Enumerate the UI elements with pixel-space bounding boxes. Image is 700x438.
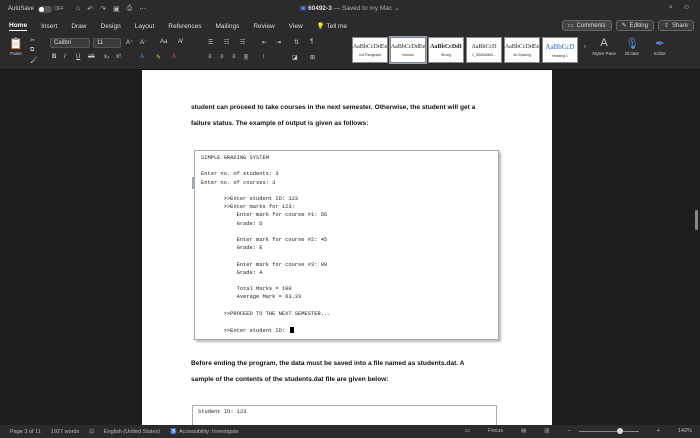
tab-home[interactable]: Home: [9, 21, 28, 29]
microphone-icon: 🎙: [625, 38, 639, 50]
style-heading-1[interactable]: [542, 37, 578, 63]
text-cursor: [290, 327, 294, 333]
code-line: Enter mark for course #3: 89: [201, 261, 328, 268]
lightbulb-icon: 💡: [316, 23, 325, 30]
zoom-thumb[interactable]: [617, 428, 623, 434]
title-bar: [0, 0, 700, 18]
superscript-icon[interactable]: x²: [116, 54, 121, 60]
save-icon[interactable]: ▣: [113, 6, 120, 13]
style-name: Normal: [402, 52, 414, 57]
text-effects-icon[interactable]: A: [140, 54, 145, 60]
editor-button[interactable]: [648, 37, 672, 56]
status-bar: [0, 425, 700, 438]
code-line: Grade: A: [201, 269, 263, 276]
zoom-out-icon[interactable]: −: [567, 428, 571, 434]
styles-pane-button[interactable]: [592, 37, 616, 56]
home-icon[interactable]: ⌂: [76, 5, 81, 12]
saved-status: — Saved to my Mac: [333, 5, 393, 12]
tab-insert[interactable]: Insert: [41, 22, 58, 30]
autosave-toggle[interactable]: [38, 6, 52, 13]
editor-pen-icon: ✒: [655, 38, 665, 50]
code-line: Enter mark for course #2: 45: [201, 237, 328, 243]
code-line: Grade: D: [201, 220, 263, 227]
share-label: Share: [671, 22, 688, 29]
align-right-icon[interactable]: ≡: [232, 54, 236, 60]
page-count[interactable]: Page 3 of 11: [10, 428, 41, 435]
code-line: Enter no. of students: 3: [201, 171, 279, 178]
share-button[interactable]: [658, 20, 694, 31]
style-name: Strong: [440, 52, 452, 57]
web-layout-icon[interactable]: ▥: [544, 428, 550, 434]
dictate-label: Dictate: [624, 51, 639, 56]
style-sample: AaBbCcDdEe: [504, 43, 540, 50]
redo-icon[interactable]: ↷: [100, 6, 107, 13]
tab-view[interactable]: View: [288, 22, 303, 30]
tell-me-label: Tell me: [326, 23, 348, 30]
focus-icon: ▭: [464, 428, 471, 434]
paste-label: Paste: [10, 51, 22, 56]
style-sample: AaBbCcD: [545, 42, 575, 51]
style-sample: AaBbCcDdEe: [390, 43, 426, 50]
code-line: >>PROCEED TO THE NEXT SEMESTER...: [201, 310, 331, 317]
font-name-select[interactable]: Calibri: [50, 38, 90, 48]
paragraph-1: [191, 100, 511, 132]
comments-button[interactable]: [562, 20, 612, 31]
code-line: Average Mark = 63.33: [201, 294, 302, 301]
borders-icon[interactable]: ⊞: [310, 55, 316, 61]
style-sample: AaBbCcDdI: [430, 43, 462, 50]
tell-me[interactable]: [317, 22, 347, 30]
code-line: SIMPLE GRADING SYSTEM: [201, 155, 269, 161]
style-custom[interactable]: [466, 37, 502, 63]
styles-gallery: [352, 37, 578, 63]
style-name: Heading 1: [552, 53, 568, 58]
accessibility-status[interactable]: Accessibility: Investigate: [178, 428, 239, 435]
style-name: No Spacing: [512, 52, 532, 57]
tab-design[interactable]: Design: [100, 22, 121, 30]
pilcrow-icon[interactable]: ¶: [310, 39, 314, 45]
clear-format-icon[interactable]: A̸: [178, 39, 183, 45]
style-sample: AaBbCcDdEe: [352, 43, 388, 50]
multilevel-list-icon[interactable]: ☵: [240, 40, 246, 46]
code-line: Total Marks = 190: [201, 286, 292, 293]
language[interactable]: English (United States): [103, 428, 161, 435]
file-contents-line: Student ID: 123: [198, 409, 247, 415]
line-spacing-icon[interactable]: ↕: [262, 54, 265, 60]
vertical-scrollbar[interactable]: [695, 210, 698, 230]
print-layout-icon[interactable]: ▤: [521, 428, 527, 434]
zoom-level[interactable]: 142%: [677, 428, 692, 434]
code-line: >>Enter student ID: 123: [201, 196, 299, 202]
tab-draw[interactable]: Draw: [71, 22, 87, 30]
grow-font-icon[interactable]: A⁺: [126, 40, 134, 46]
style-strong[interactable]: [428, 37, 464, 63]
italic-icon[interactable]: I: [64, 54, 66, 60]
document-canvas[interactable]: [0, 70, 700, 425]
tab-mailings[interactable]: Mailings: [215, 22, 240, 30]
subscript-icon[interactable]: x₂: [104, 54, 110, 60]
style-sample: AaBbCcD: [471, 43, 497, 50]
undo-icon[interactable]: ↶: [87, 6, 94, 13]
style-normal[interactable]: [390, 37, 426, 63]
align-left-icon[interactable]: ≡: [208, 54, 212, 60]
styles-pane-icon: A: [600, 37, 608, 49]
strikethrough-icon[interactable]: ab: [88, 54, 95, 60]
paragraph-1-line-1: student can proceed to take courses in the next semester. Otherwise, the student will get a: [191, 104, 476, 111]
autosave-state: OFF: [54, 6, 65, 12]
search-icon[interactable]: ⌕: [668, 4, 673, 11]
dictate-button[interactable]: [620, 37, 644, 56]
code-line: Enter no. of courses: 3: [201, 179, 276, 186]
doc-name: 60492-3: [307, 5, 332, 12]
comment-icon: ▭: [567, 23, 574, 29]
saved-chevron[interactable]: ⌄: [393, 5, 400, 12]
code-line: Enter mark for course #1: 56: [201, 212, 328, 219]
change-case-icon[interactable]: Aa: [160, 39, 168, 45]
copy-icon[interactable]: ⧉: [30, 47, 35, 53]
account-icon[interactable]: ☺: [682, 4, 690, 11]
more-icon[interactable]: ⋯: [139, 6, 147, 13]
accessibility-icon: ♿: [170, 428, 177, 435]
style-name: 1_SIMMA560...: [471, 52, 497, 57]
sort-icon[interactable]: ⇅: [294, 40, 300, 46]
font-size-select[interactable]: 11: [93, 38, 121, 48]
styles-pane-label: Styles Pane: [592, 51, 617, 56]
highlight-icon[interactable]: ✎: [156, 55, 162, 61]
focus-button[interactable]: Focus: [488, 428, 504, 434]
bold-icon[interactable]: B: [52, 54, 57, 60]
editor-label: Editor: [654, 51, 666, 56]
style-no-spacing[interactable]: [504, 37, 540, 63]
word-doc-icon: ▣: [300, 5, 307, 12]
tab-layout[interactable]: Layout: [134, 22, 155, 30]
ribbon-toolbar: [0, 34, 700, 70]
proofing-icon[interactable]: ⊡: [89, 428, 94, 435]
style-name: List Paragraph: [358, 52, 382, 57]
paragraph-2-line-2: sample of the contents of the students.dat file are given below:: [191, 376, 389, 383]
paragraph-2: [191, 356, 511, 388]
code-line: >>Enter student ID:: [201, 327, 294, 334]
autosave-label: AutoSave: [8, 6, 35, 12]
numbering-icon[interactable]: ☷: [224, 40, 230, 46]
editing-button[interactable]: [616, 20, 654, 31]
pencil-icon: ✎: [621, 23, 627, 29]
paste-button[interactable]: [4, 37, 28, 56]
tab-review[interactable]: Review: [253, 22, 275, 30]
print-icon[interactable]: ⎙: [126, 5, 133, 12]
document-page[interactable]: [142, 70, 552, 425]
decrease-indent-icon[interactable]: ⇤: [262, 40, 268, 46]
share-icon: ⇪: [663, 23, 669, 29]
increase-indent-icon[interactable]: ⇥: [276, 40, 282, 46]
zoom-slider[interactable]: [579, 431, 639, 432]
word-count[interactable]: 1927 words: [50, 428, 80, 435]
document-title: [300, 4, 399, 12]
ribbon-tabs: [0, 18, 700, 34]
justify-icon[interactable]: ≡: [244, 54, 248, 60]
file-contents-box: [192, 405, 497, 425]
clipboard-icon: 📋: [9, 38, 23, 50]
paragraph-1-line-2: failure status. The example of output is given as follows:: [191, 120, 369, 127]
style-list-paragraph[interactable]: [352, 37, 388, 63]
zoom-in-icon[interactable]: +: [656, 428, 660, 434]
tab-references[interactable]: References: [168, 22, 202, 30]
format-painter-icon[interactable]: 🖌: [30, 58, 38, 64]
styles-expand-icon[interactable]: ›: [584, 44, 586, 50]
comments-label: Comments: [576, 22, 606, 29]
code-line: Grade: E: [201, 245, 263, 252]
underline-icon[interactable]: U: [76, 54, 81, 60]
editing-label: Editing: [629, 22, 648, 29]
font-color-icon[interactable]: A: [172, 54, 177, 60]
align-center-icon[interactable]: ≡: [220, 54, 224, 60]
shading-icon[interactable]: ◪: [292, 55, 298, 61]
output-example-box: [194, 150, 499, 340]
shrink-font-icon[interactable]: A⁻: [140, 40, 148, 46]
paragraph-2-line-1: Before ending the program, the data must be saved into a file named as students.dat. A: [191, 360, 465, 367]
code-line: >>Enter marks for 123:: [201, 204, 295, 211]
cut-icon[interactable]: ✂: [30, 38, 36, 44]
bullets-icon[interactable]: ☰: [208, 40, 214, 46]
